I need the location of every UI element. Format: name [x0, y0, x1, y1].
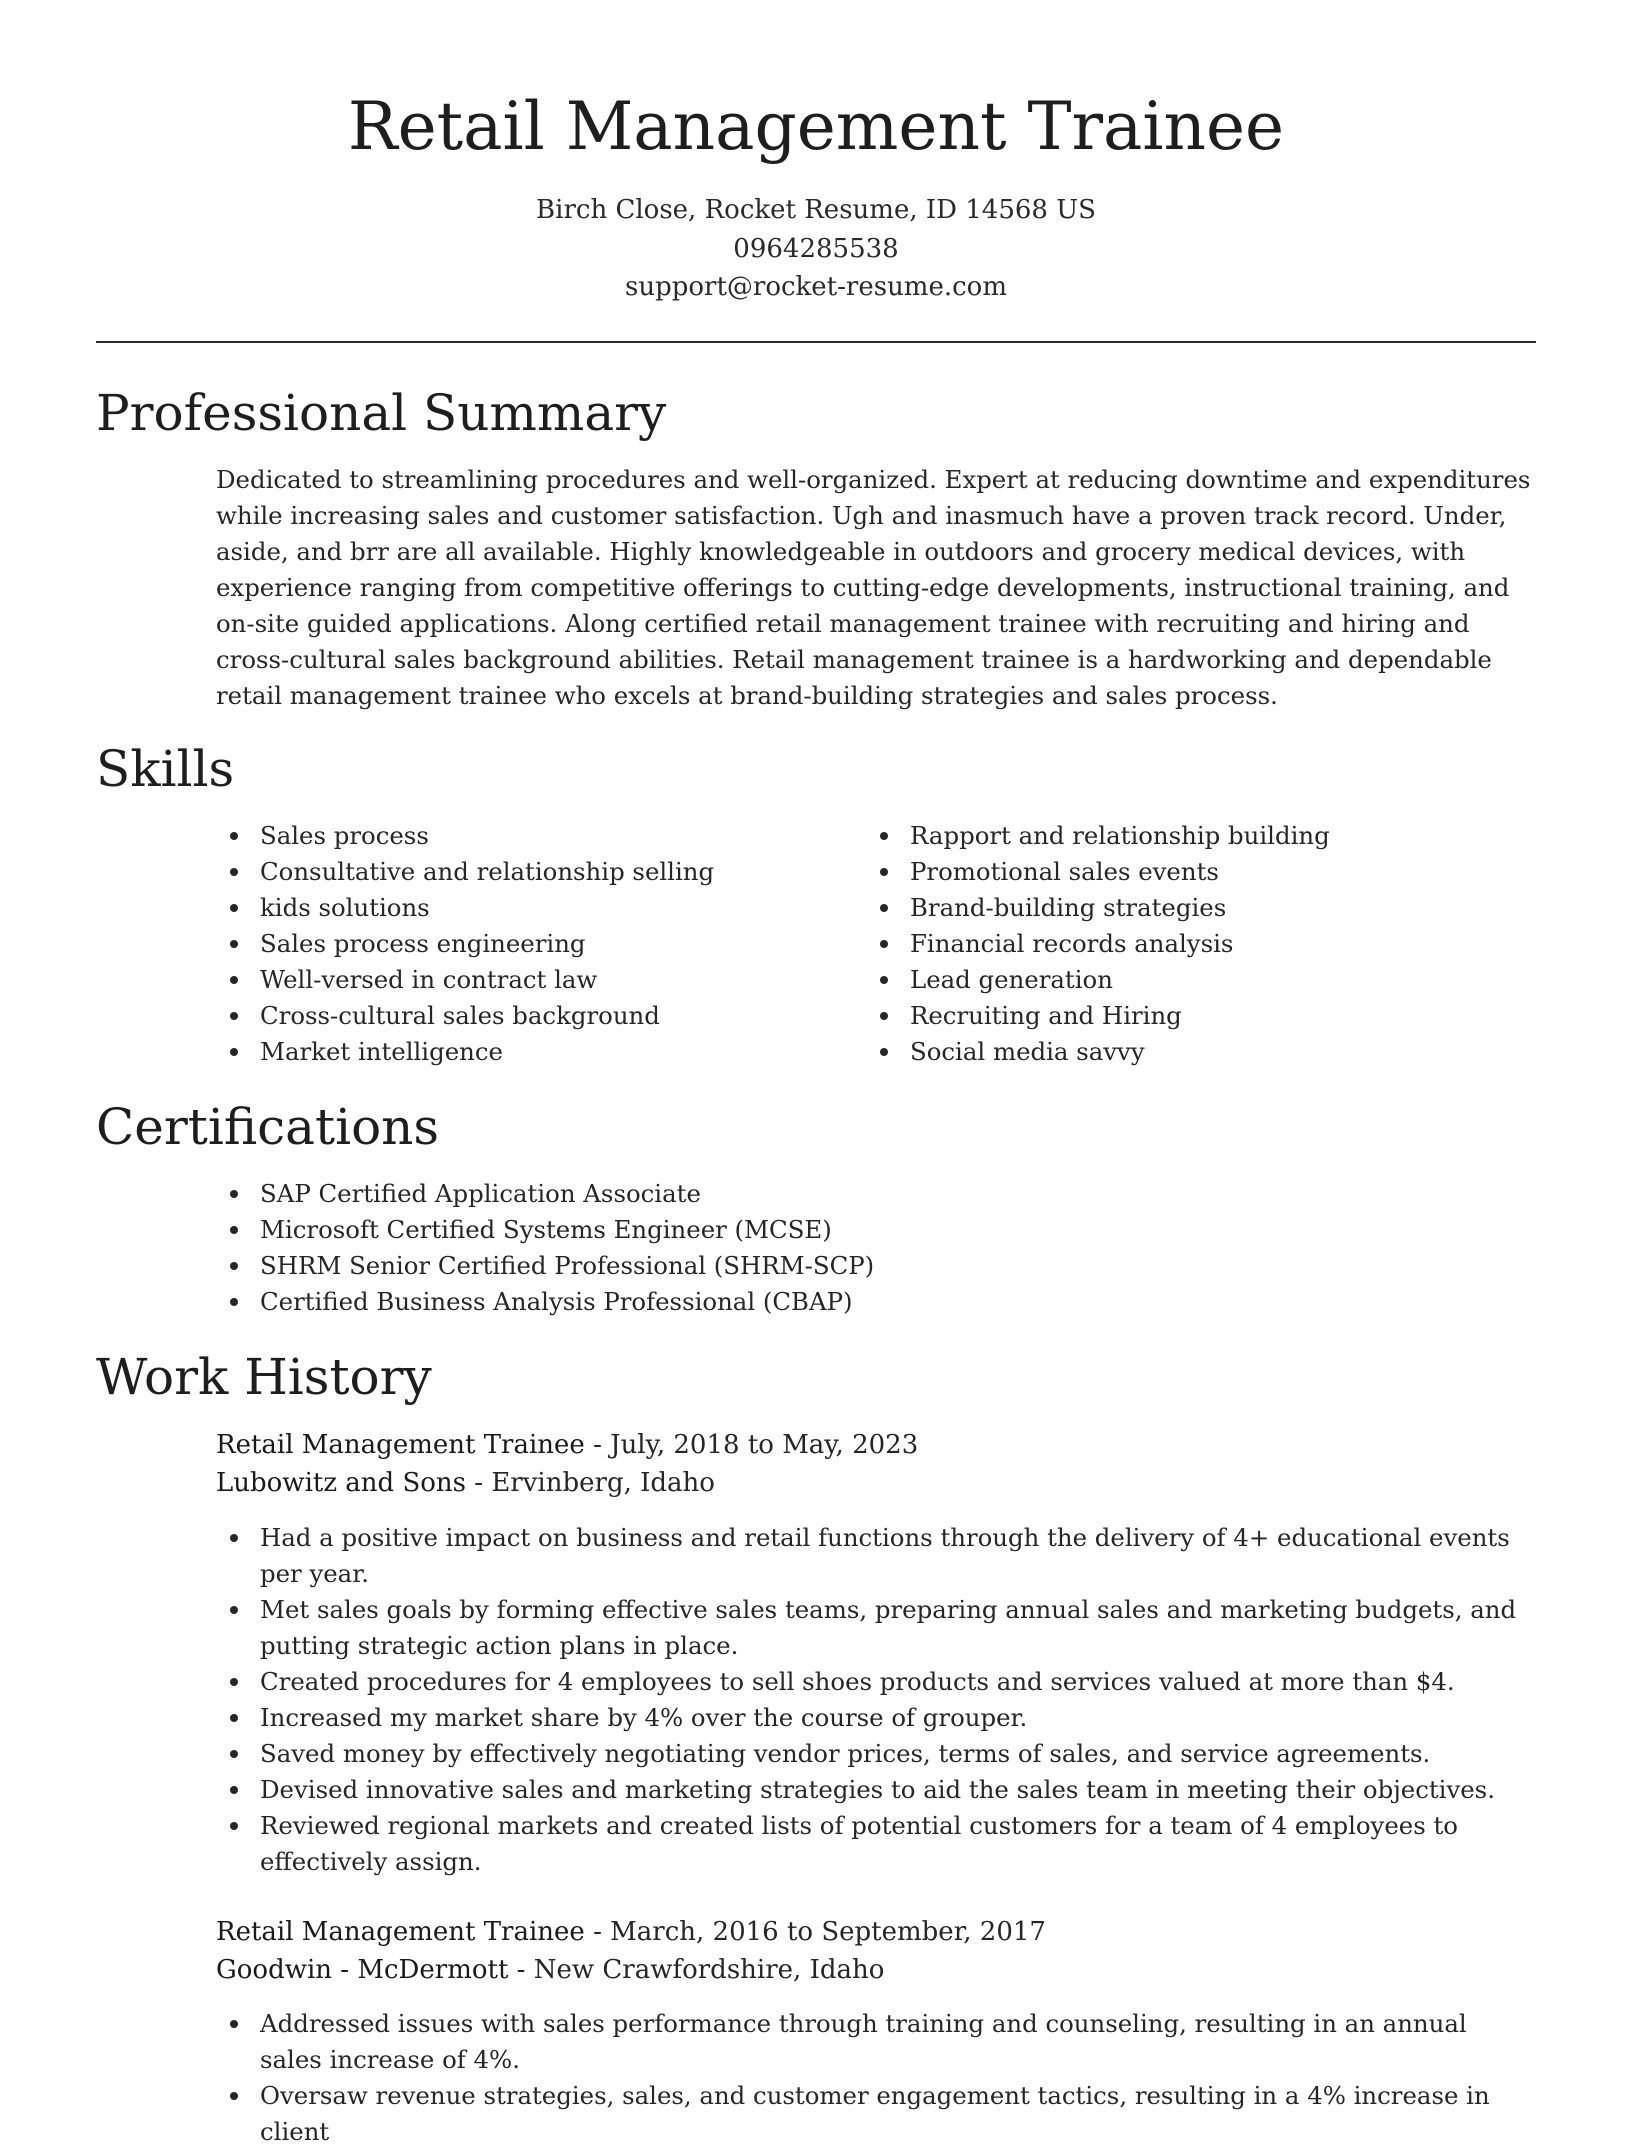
- skill-item: Promotional sales events: [910, 854, 1530, 890]
- skill-item: kids solutions: [260, 890, 860, 926]
- job-heading: [216, 1426, 918, 1464]
- header-divider: [96, 341, 1536, 343]
- job-duties-list: [260, 2006, 1536, 2150]
- skill-item: Financial records analysis: [910, 926, 1530, 962]
- certification-item: SHRM Senior Certified Professional (SHRM-SCP): [260, 1248, 1530, 1284]
- skill-item: Recruiting and Hiring: [910, 998, 1530, 1034]
- certifications-heading: Certifications: [96, 1098, 440, 1156]
- job-duty-item: Devised innovative sales and marketing strategies to aid the sales team in meeting their objectives.: [260, 1772, 1536, 1808]
- job-separator: -: [593, 1917, 611, 1947]
- skill-item: Well-versed in contract law: [260, 962, 860, 998]
- job-dates: July, 2018 to May, 2023: [610, 1430, 919, 1460]
- job-duty-item: Increased my market share by 4% over the course of grouper.: [260, 1700, 1536, 1736]
- job-location: New Crawfordshire, Idaho: [533, 1955, 885, 1985]
- skill-item: Sales process: [260, 818, 860, 854]
- job-employer: [216, 1951, 884, 1989]
- work-history-heading: Work History: [96, 1348, 432, 1406]
- skill-item: Brand-building strategies: [910, 890, 1530, 926]
- job-duty-item: Met sales goals by forming effective sales teams, preparing annual sales and marketing budgets, and putting strategic action plans in place.: [260, 1592, 1536, 1664]
- job-company: Goodwin - McDermott: [216, 1955, 509, 1985]
- job-position: Retail Management Trainee: [216, 1917, 585, 1947]
- job-company: Lubowitz and Sons: [216, 1468, 466, 1498]
- skills-heading: Skills: [96, 740, 235, 798]
- job-duty-item: Oversaw revenue strategies, sales, and customer engagement tactics, resulting in a 4% increase in client: [260, 2078, 1536, 2150]
- certifications-list: [260, 1176, 1530, 1320]
- job-heading: [216, 1913, 1046, 1951]
- job-employer: [216, 1464, 715, 1502]
- skill-item: Cross-cultural sales background: [260, 998, 860, 1034]
- candidate-name: Retail Management Trainee: [347, 88, 1285, 165]
- skill-item: Rapport and relationship building: [910, 818, 1530, 854]
- job-duties-list: [260, 1520, 1536, 1880]
- certification-item: SAP Certified Application Associate: [260, 1176, 1530, 1212]
- skills-list-right: [910, 818, 1530, 1070]
- job-duty-item: Reviewed regional markets and created lists of potential customers for a team of 4 employees to effectively assign.: [260, 1808, 1536, 1880]
- skill-item: Market intelligence: [260, 1034, 860, 1070]
- job-separator: -: [516, 1955, 534, 1985]
- job-separator: -: [474, 1468, 492, 1498]
- job-separator: -: [593, 1430, 611, 1460]
- certification-item: Microsoft Certified Systems Engineer (MCSE): [260, 1212, 1530, 1248]
- contact-address: Birch Close, Rocket Resume, ID 14568 US: [536, 195, 1096, 225]
- job-duty-item: Had a positive impact on business and retail functions through the delivery of 4+ educational events per year.: [260, 1520, 1536, 1592]
- skill-item: Lead generation: [910, 962, 1530, 998]
- job-location: Ervinberg, Idaho: [491, 1468, 715, 1498]
- skill-item: Consultative and relationship selling: [260, 854, 860, 890]
- skill-item: Sales process engineering: [260, 926, 860, 962]
- contact-phone: 0964285538: [733, 234, 899, 264]
- skills-list-left: [260, 818, 860, 1070]
- summary-heading: Professional Summary: [96, 384, 667, 442]
- job-position: Retail Management Trainee: [216, 1430, 585, 1460]
- job-dates: March, 2016 to September, 2017: [610, 1917, 1046, 1947]
- skill-item: Social media savvy: [910, 1034, 1530, 1070]
- certification-item: Certified Business Analysis Professional (CBAP): [260, 1284, 1530, 1320]
- summary-text: Dedicated to streamlining procedures and well-organized. Expert at reducing downtime and expenditures while increasing sales and customer satisfaction. Ugh and inasmuch have a proven track record. Under, aside, and brr are all available. Highly knowledgeable in outdoors and grocery medical devices, with experience ranging from competitive offerings to cutting-edge developments, instructional training, and on-site guided applications. Along certified retail management trainee with recruiting and hiring and cross-cultural sales background abilities. Retail management trainee is a hardworking and dependable retail management trainee who excels at brand-building strategies and sales process.: [216, 465, 1531, 710]
- job-duty-item: Created procedures for 4 employees to sell shoes products and services valued at more than $4.: [260, 1664, 1536, 1700]
- contact-email: support@rocket-resume.com: [624, 272, 1007, 302]
- job-duty-item: Addressed issues with sales performance through training and counseling, resulting in an annual sales increase of 4%.: [260, 2006, 1536, 2078]
- job-duty-item: Saved money by effectively negotiating vendor prices, terms of sales, and service agreements.: [260, 1736, 1536, 1772]
